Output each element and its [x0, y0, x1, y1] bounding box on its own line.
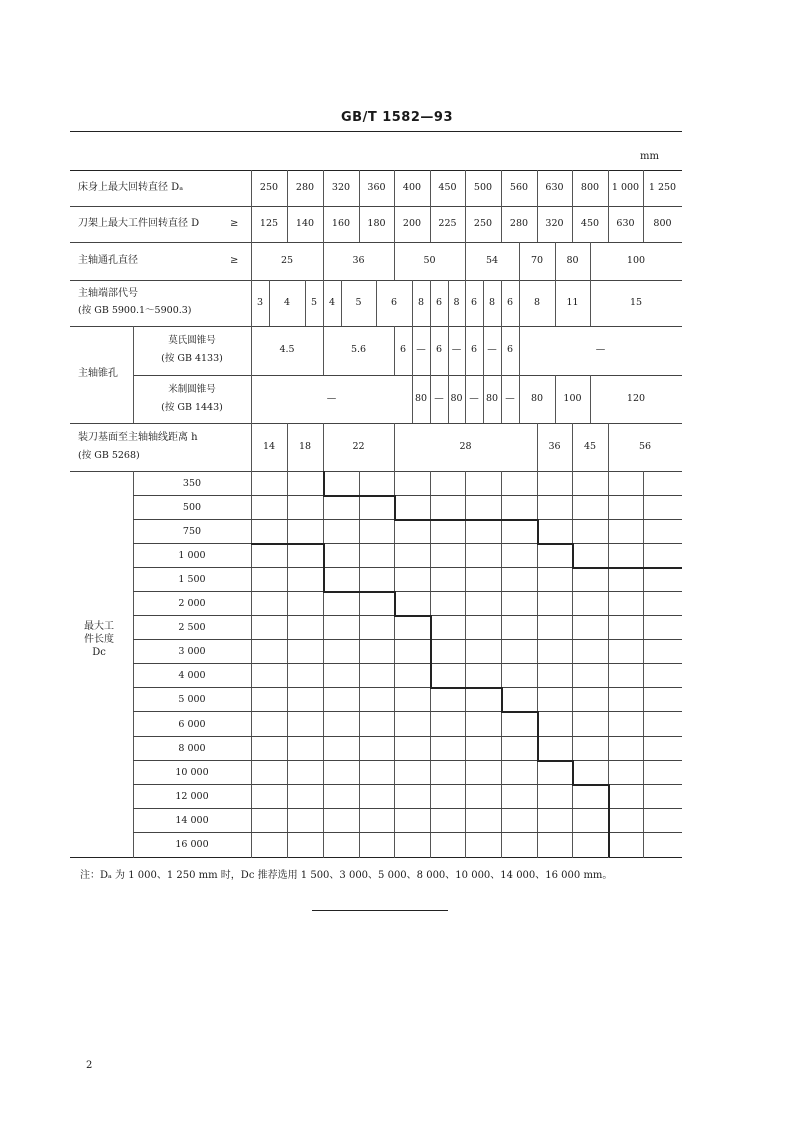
table-cell: 6: [435, 297, 443, 308]
row-label-tool-standard: (按 GB 5268): [78, 450, 140, 461]
range-boundary: [430, 687, 501, 689]
table-cell: 11: [566, 297, 579, 308]
grid-row-rule: [133, 736, 682, 737]
table-cell: 36: [548, 441, 561, 452]
grid-row-rule: [133, 687, 682, 688]
table-cell: 5: [355, 297, 362, 308]
grid-col-rule: [643, 471, 644, 858]
row-label-max-length: 最大工件长度Dc: [84, 621, 114, 658]
table-cell: 630: [545, 182, 564, 193]
range-boundary: [501, 711, 537, 713]
table-cell: 80: [566, 255, 579, 266]
table-cell: 100: [563, 393, 582, 404]
range-boundary: [572, 567, 682, 569]
table-cell: 4: [283, 297, 291, 308]
grid-col-rule: [465, 471, 466, 858]
range-boundary: [394, 615, 430, 617]
table-cell: 6: [435, 344, 443, 355]
range-boundary: [537, 711, 539, 760]
table-rule: [70, 423, 682, 424]
range-boundary: [251, 543, 323, 545]
table-cell: 200: [402, 218, 422, 229]
length-value: 5 000: [178, 694, 206, 705]
table-cell: 6: [506, 344, 514, 355]
row-label-spindle-nose: 主轴端部代号: [78, 288, 138, 299]
table-cell: 225: [438, 218, 457, 229]
table-cell: 100: [626, 255, 646, 266]
table-cell: 630: [616, 218, 635, 229]
table-rule: [70, 326, 682, 327]
table-cell: 250: [473, 218, 493, 229]
table-cell: 6: [506, 297, 514, 308]
table-cell: 160: [331, 218, 351, 229]
table-cell: 450: [438, 182, 457, 193]
table-cell: 50: [423, 255, 436, 266]
table-cell: 8: [488, 297, 496, 308]
table-cell: 360: [367, 182, 386, 193]
table-cell: 5.6: [350, 344, 367, 355]
table-cell: 80: [414, 393, 428, 404]
range-boundary: [572, 784, 608, 786]
table-cell: 80: [530, 393, 544, 404]
table-cell: 1 000: [611, 182, 640, 193]
table-cell: 25: [280, 255, 294, 266]
end-rule: [312, 910, 448, 911]
table-cell: 15: [629, 297, 643, 308]
length-value: 4 000: [178, 670, 206, 681]
length-value: 12 000: [175, 791, 209, 802]
table-cell: —: [451, 344, 462, 355]
table-cell: 280: [295, 182, 315, 193]
length-value: 14 000: [175, 815, 209, 826]
range-boundary: [323, 495, 394, 497]
table-cell: 6: [470, 344, 478, 355]
range-boundary: [323, 471, 325, 495]
table-cell: 280: [509, 218, 529, 229]
table-cell: —: [487, 344, 497, 355]
row-label-spindle-bore: 主轴通孔直径: [78, 255, 138, 266]
table-cell: 54: [485, 255, 499, 266]
table-cell: —: [505, 393, 515, 404]
table-cell: 8: [533, 297, 541, 308]
table-cell: —: [469, 393, 479, 404]
table-cell: 140: [295, 218, 315, 229]
range-boundary: [323, 591, 394, 593]
range-boundary: [394, 519, 537, 521]
ge-symbol: ≥: [230, 255, 239, 266]
length-value: 16 000: [175, 839, 209, 850]
grid-row-rule: [133, 808, 682, 809]
standard-header: GB/T 1582—93: [341, 110, 453, 125]
range-boundary: [537, 519, 539, 543]
table-cell: 400: [402, 182, 422, 193]
grid-row-rule: [133, 760, 682, 761]
grid-row-rule: [133, 543, 682, 544]
row-label-metric-standard: (按 GB 1443): [161, 402, 223, 413]
table-cell: 120: [626, 393, 646, 404]
grid-col-rule: [501, 471, 502, 858]
table-rule: [133, 375, 682, 376]
table-cell: 18: [298, 441, 312, 452]
grid-row-rule: [133, 591, 682, 592]
length-value: 1 500: [178, 574, 206, 585]
table-cell: 320: [545, 218, 564, 229]
table-cell: 28: [459, 441, 472, 452]
table-cell: —: [326, 393, 337, 404]
range-boundary: [501, 687, 503, 711]
table-cell: 125: [259, 218, 279, 229]
length-value: 8 000: [178, 743, 206, 754]
unit-label: mm: [640, 151, 659, 162]
table-cell: 560: [509, 182, 529, 193]
table-cell: 14: [262, 441, 276, 452]
grid-row-rule: [133, 639, 682, 640]
range-boundary: [537, 760, 572, 762]
grid-row-rule: [133, 663, 682, 664]
table-cell: 4.5: [279, 344, 295, 355]
length-value: 1 000: [178, 550, 206, 561]
table-cell: 6: [470, 297, 478, 308]
row-label-swing-over-bed: 床身上最大回转直径 Dₐ: [78, 182, 184, 193]
table-cell: 56: [638, 441, 652, 452]
table-cell: 22: [352, 441, 365, 452]
length-value: 350: [182, 478, 202, 489]
ge-symbol: ≥: [230, 218, 239, 229]
table-cell: 8: [417, 297, 425, 308]
table-col-rule: [251, 170, 252, 858]
table-cell: 6: [399, 344, 407, 355]
table-cell: 1 250: [648, 182, 677, 193]
table-cell: 3: [256, 297, 264, 308]
table-cell: 320: [331, 182, 351, 193]
table-cell: 5: [310, 297, 318, 308]
range-boundary: [572, 543, 574, 567]
grid-row-rule: [133, 495, 682, 496]
length-value: 750: [182, 526, 202, 537]
grid-col-rule: [323, 471, 324, 858]
table-cell: 500: [473, 182, 493, 193]
length-value: 10 000: [175, 767, 209, 778]
table-cell: 800: [653, 218, 672, 229]
table-cell: 80: [450, 393, 463, 404]
row-label-morse-standard: (按 GB 4133): [161, 353, 223, 364]
table-cell: 6: [390, 297, 398, 308]
table-cell: 80: [485, 393, 499, 404]
grid-row-rule: [133, 832, 682, 833]
range-boundary: [430, 615, 432, 687]
range-boundary: [394, 495, 396, 519]
grid-col-rule: [572, 471, 573, 858]
grid-col-rule: [394, 471, 395, 858]
row-label-tool-height: 装刀基面至主轴轴线距离 h: [78, 432, 198, 443]
table-cell: 180: [367, 218, 386, 229]
grid-col-rule: [287, 471, 288, 858]
table-note: 注：Dₐ 为 1 000、1 250 mm 时，Dc 推荐选用 1 500、3 000、5 000、8 000、10 000、14 000、16 000 mm。: [80, 870, 613, 881]
table-cell: —: [595, 344, 606, 355]
table-cell: 45: [583, 441, 597, 452]
row-label-standard-ref: (按 GB 5900.1～5900.3): [78, 305, 192, 316]
grid-col-rule: [359, 471, 360, 858]
table-cell: 450: [580, 218, 600, 229]
row-label-morse-taper: 莫氏圆锥号: [168, 335, 216, 346]
table-cell: —: [434, 393, 444, 404]
table-cell: 36: [352, 255, 365, 266]
table-cell: 800: [580, 182, 600, 193]
header-rule: [70, 131, 682, 132]
length-value: 6 000: [178, 719, 206, 730]
page-number: 2: [86, 1060, 93, 1071]
table-cell: 4: [328, 297, 336, 308]
length-value: 2 500: [178, 622, 206, 633]
table-rule: [70, 471, 682, 472]
length-value: 500: [182, 502, 202, 513]
range-boundary: [394, 591, 396, 615]
grid-row-rule: [133, 711, 682, 712]
row-label-spindle-taper: 主轴锥孔: [78, 368, 118, 379]
length-value: 2 000: [178, 598, 206, 609]
length-value: 3 000: [178, 646, 206, 657]
table-rule: [70, 206, 682, 207]
table-cell: 70: [530, 255, 544, 266]
range-boundary: [608, 784, 610, 857]
table-cell: 8: [453, 297, 460, 308]
range-boundary: [323, 543, 325, 591]
table-cell: —: [416, 344, 426, 355]
table-cell: 250: [259, 182, 279, 193]
table-rule-top: [70, 170, 682, 171]
range-boundary: [537, 543, 572, 545]
table-rule-bottom: [70, 857, 682, 858]
range-boundary: [572, 760, 574, 784]
row-label-swing-over-carriage: 刀架上最大工件回转直径 D: [78, 218, 200, 229]
row-label-metric-taper: 米制圆锥号: [168, 384, 216, 395]
